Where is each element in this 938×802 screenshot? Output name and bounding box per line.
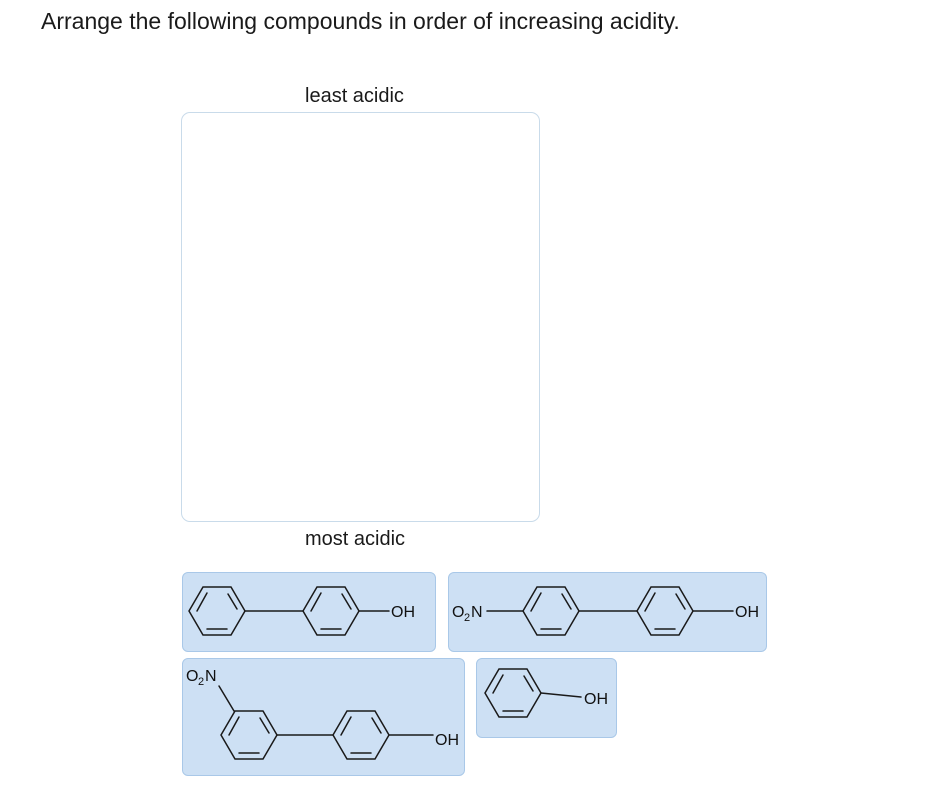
compound-card-phenol[interactable] [476, 658, 617, 738]
phenol-ring [333, 711, 389, 759]
c-n-bond [219, 686, 234, 711]
4-nitro-biphenylol-structure [449, 573, 768, 653]
phenol-ring [303, 587, 359, 635]
nitro-subscript: 2 [464, 612, 471, 624]
compound-card-4-phenylphenol[interactable] [182, 572, 436, 652]
phenol-structure [477, 659, 618, 739]
benzene-ring [189, 587, 245, 635]
nitrobenzene-ring [523, 587, 579, 635]
nitro-o-label: O [186, 668, 199, 685]
phenol-ring [485, 669, 541, 717]
nitrobenzene-ring [221, 711, 277, 759]
hydroxyl-label: OH [391, 604, 415, 621]
compound-card-3-nitro-biphenylol[interactable] [182, 658, 465, 776]
nitro-subscript: 2 [198, 676, 205, 688]
question-prompt: Arrange the following compounds in order of increasing acidity. [41, 8, 680, 34]
phenol-ring [637, 587, 693, 635]
nitro-n-label: N [205, 668, 217, 685]
4-phenylphenol-structure [183, 573, 437, 653]
c-o-bond [541, 693, 581, 697]
hydroxyl-label: OH [735, 604, 759, 621]
hydroxyl-label: OH [435, 732, 459, 749]
nitro-n-label: N [471, 604, 483, 621]
least-acidic-label: least acidic [305, 85, 404, 107]
most-acidic-label: most acidic [305, 528, 406, 550]
compound-card-4-nitro-biphenylol[interactable] [448, 572, 767, 652]
ranking-drop-zone[interactable] [181, 112, 540, 522]
3-nitro-biphenylol-structure [183, 659, 466, 777]
nitro-o-label: O [452, 604, 465, 621]
hydroxyl-label: OH [584, 691, 608, 708]
